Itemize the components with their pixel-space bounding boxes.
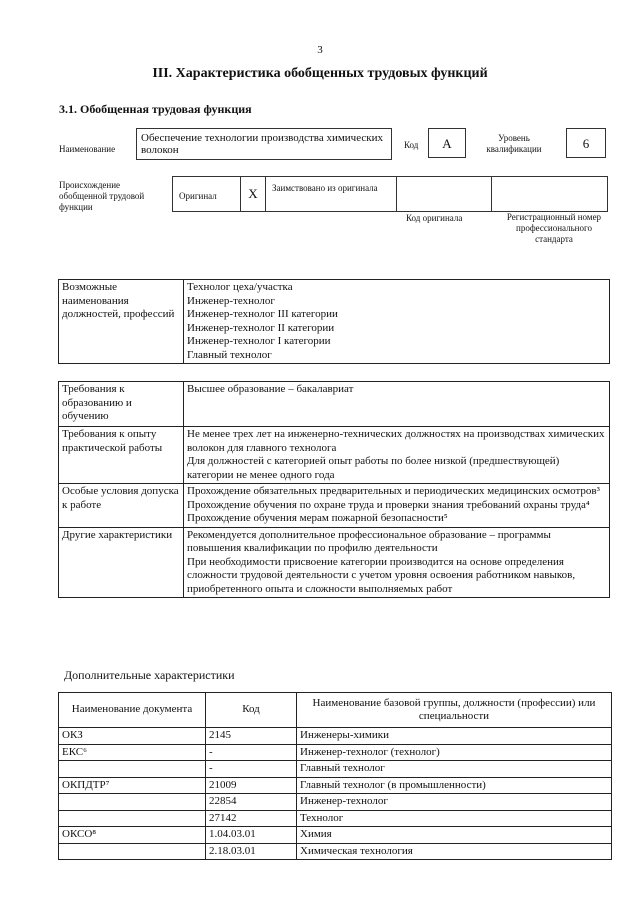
requirement-line: Прохождение обязательных предварительных и периодических медицинских осмотров³	[187, 485, 600, 497]
original-mark: X	[240, 176, 266, 212]
name-cell: Инженер-технолог (технолог)	[297, 744, 612, 761]
table-header-row	[59, 693, 612, 728]
requirement-row	[59, 382, 610, 427]
code-cell: 1.04.03.01	[206, 827, 297, 844]
doc-cell	[59, 794, 206, 811]
table-row	[59, 728, 612, 745]
name-cell: Химическая технология	[297, 843, 612, 860]
doc-cell: ОКЗ	[59, 728, 206, 745]
code-cell: 27142	[206, 810, 297, 827]
additional-table	[58, 692, 612, 860]
requirement-row	[59, 527, 610, 598]
origin-box	[172, 176, 608, 212]
level-label: Уровень квалификации	[486, 133, 542, 154]
position-item: Технолог цеха/участка	[187, 281, 293, 293]
requirement-line: Прохождение обучения по охране труда и проверки знания требований охраны труда⁴	[187, 498, 590, 511]
requirement-label: Требования к опыту практической работы	[59, 427, 184, 484]
positions-table	[58, 279, 610, 364]
code-cell: -	[206, 761, 297, 778]
positions-label: Возможные наименования должностей, профессий	[59, 280, 184, 364]
name-value: Обеспечение технологии производства химических волокон	[136, 128, 392, 160]
subsection-title: 3.1. Обобщенная трудовая функция	[59, 102, 252, 116]
requirement-row	[59, 427, 610, 484]
requirement-text	[184, 382, 610, 427]
table-row	[59, 843, 612, 860]
table-row	[59, 744, 612, 761]
table-row	[59, 761, 612, 778]
level-value: 6	[566, 128, 606, 158]
table-row	[59, 794, 612, 811]
requirement-line: Для должностей с категорией опыт работы по более низкой (предшествующей) категории не менее одного года	[187, 455, 560, 481]
name-cell: Главный технолог (в промышленности)	[297, 777, 612, 794]
code-cell: 22854	[206, 794, 297, 811]
additional-title: Дополнительные характеристики	[64, 668, 235, 682]
name-cell: Инженер-технолог	[297, 794, 612, 811]
code-original-cell	[396, 176, 492, 212]
code-original-label: Код оригинала	[406, 213, 463, 223]
doc-cell: ОКСО⁸	[59, 827, 206, 844]
doc-cell	[59, 843, 206, 860]
name-cell: Химия	[297, 827, 612, 844]
table-row	[59, 810, 612, 827]
position-item: Инженер-технолог II категории	[187, 321, 335, 334]
requirement-line: При необходимости присвоение категории производится на основе определения сложности трудовой деятельности с учетом уровня освоения работником навыков, приобретенного опыта и сложности выполняемых работ	[187, 555, 576, 595]
code-cell: 2.18.03.01	[206, 843, 297, 860]
borrowed-label: Заимствовано из оригинала	[272, 183, 378, 193]
requirement-text	[184, 484, 610, 528]
requirement-label: Требования к образованию и обучению	[59, 382, 184, 427]
position-item: Инженер-технолог I категории	[187, 335, 331, 347]
doc-cell: ЕКС⁶	[59, 744, 206, 761]
positions-list	[184, 280, 610, 364]
col-doc-header: Наименование документа	[59, 693, 206, 728]
requirements-table	[58, 381, 610, 598]
origin-label: Происхождение обобщенной трудовой функции	[59, 180, 145, 212]
name-cell: Главный технолог	[297, 761, 612, 778]
code-cell: 21009	[206, 777, 297, 794]
doc-cell	[59, 810, 206, 827]
original-label: Оригинал	[179, 191, 217, 201]
requirement-line: Не менее трех лет на инженерно-технических должностях на производствах химических волокон для главного технолога	[187, 428, 605, 454]
requirement-line: Прохождение обучения мерам пожарной безопасности⁵	[187, 512, 448, 524]
name-cell: Технолог	[297, 810, 612, 827]
requirement-line: Высшее образование – бакалавриат	[187, 383, 354, 395]
position-item: Главный технолог	[187, 348, 272, 361]
requirement-label: Особые условия допуска к работе	[59, 484, 184, 528]
name-cell: Инженеры-химики	[297, 728, 612, 745]
page-number: 3	[317, 44, 323, 56]
name-label: Наименование	[59, 144, 116, 154]
col-name-header: Наименование базовой группы, должности (профессии) или специальности	[297, 693, 612, 728]
code-value: A	[428, 128, 466, 158]
doc-cell: ОКПДТР⁷	[59, 777, 206, 794]
code-cell: -	[206, 744, 297, 761]
position-item: Инженер-технолог	[187, 294, 275, 307]
position-item: Инженер-технолог III категории	[187, 308, 338, 320]
col-code-header: Код	[206, 693, 297, 728]
requirement-row	[59, 484, 610, 528]
code-label: Код	[404, 140, 419, 150]
table-row	[59, 777, 612, 794]
doc-cell	[59, 761, 206, 778]
requirement-text	[184, 527, 610, 598]
requirement-label: Другие характеристики	[59, 527, 184, 598]
requirement-text	[184, 427, 610, 484]
code-cell: 2145	[206, 728, 297, 745]
table-row	[59, 827, 612, 844]
requirement-line: Рекомендуется дополнительное профессиональное образование – программы повышения квалификации по профилю деятельности	[187, 528, 551, 554]
reg-number-label: Регистрационный номер профессионального стандарта	[506, 212, 602, 244]
section-title: III. Характеристика обобщенных трудовых функций	[152, 66, 488, 81]
